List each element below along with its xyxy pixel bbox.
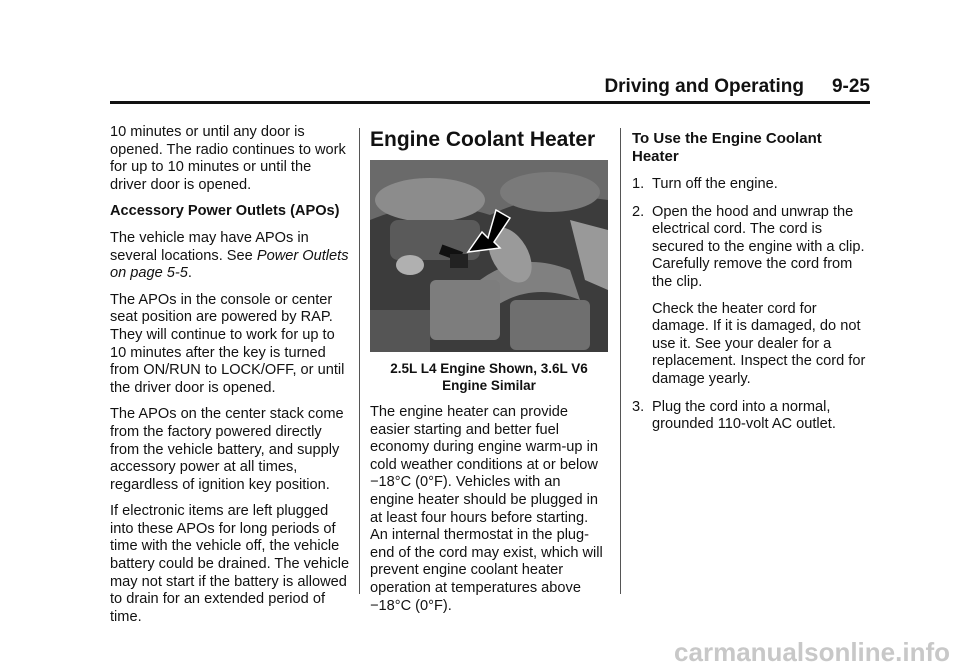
paragraph-rap: The APOs in the console or center seat position are powered by RAP. They will continue to work for up to 10 minutes after the key is turned from ON/RUN to LOCK/OFF, or until the driver door is opened. bbox=[110, 291, 345, 396]
engine-photo bbox=[370, 160, 608, 352]
paragraph-center-stack: The APOs on the center stack come from the factory powered directly from the vehicle battery, and supply accessory power at all times, regardless of ignition key position. bbox=[110, 406, 344, 493]
step-note: Check the heater cord for damage. If it is damaged, do not use it. See your dealer for a replacement. Inspect the cord for damage yearly. bbox=[652, 300, 866, 387]
paragraph-battery-drain: If electronic items are left plugged into these APOs for long periods of time with the vehicle off, the vehicle battery could be drained. The vehicle may not start if the battery is allowed to drain for an extended period of time. bbox=[110, 503, 350, 625]
list-item bbox=[632, 399, 872, 434]
list-item bbox=[632, 176, 872, 194]
column-divider-right bbox=[620, 128, 621, 594]
step-number: 1. bbox=[632, 176, 645, 192]
list-item bbox=[632, 204, 872, 389]
paragraph-heater-description: The engine heater can provide easier starting and better fuel economy during engine warm-up in cold weather conditions at or below −18°C (0°F). Vehicles with an engine heater should be plugged in at least four hours before starting. An internal thermostat in the plug-end of the cord may exist, which will prevent engine coolant heater operation at temperatures above −18°C (0°F). bbox=[370, 404, 603, 614]
instructions-heading: To Use the Engine Coolant Heater bbox=[632, 130, 822, 165]
header-rule bbox=[110, 101, 870, 104]
step-text: Plug the cord into a normal, grounded 110-volt AC outlet. bbox=[652, 398, 836, 433]
column-left bbox=[110, 124, 350, 635]
step-number: 2. bbox=[632, 203, 645, 220]
step-text: Turn off the engine. bbox=[652, 176, 778, 192]
apo-heading: Accessory Power Outlets (APOs) bbox=[110, 203, 340, 220]
step-number: 3. bbox=[632, 398, 645, 415]
column-right bbox=[632, 130, 872, 444]
column-middle bbox=[370, 128, 608, 615]
page-number: 9-25 bbox=[831, 76, 870, 97]
paragraph-apo-locations bbox=[110, 230, 350, 283]
section-title: Engine Coolant Heater bbox=[370, 128, 596, 151]
page-header bbox=[110, 76, 870, 102]
watermark: carmanualsonline.info bbox=[674, 637, 950, 667]
photo-caption: 2.5L L4 Engine Shown, 3.6L V6 Engine Similar bbox=[390, 361, 588, 393]
header-title: Driving and Operating bbox=[604, 76, 804, 97]
paragraph-continuation: 10 minutes or until any door is opened. The radio continues to work for up to 10 minutes or until the driver door is opened. bbox=[110, 124, 346, 193]
apo-text: The vehicle may have APOs in several locations. See bbox=[110, 229, 309, 264]
power-outlets-link[interactable]: Power Outlets on page 5-5 bbox=[110, 247, 349, 282]
apo-period: . bbox=[187, 265, 192, 282]
column-divider-left bbox=[359, 128, 360, 594]
step-text: Open the hood and unwrap the electrical cord. The cord is secured to the engine with a clip. Carefully remove the cord from the clip. bbox=[652, 203, 865, 290]
steps-list bbox=[632, 176, 872, 434]
